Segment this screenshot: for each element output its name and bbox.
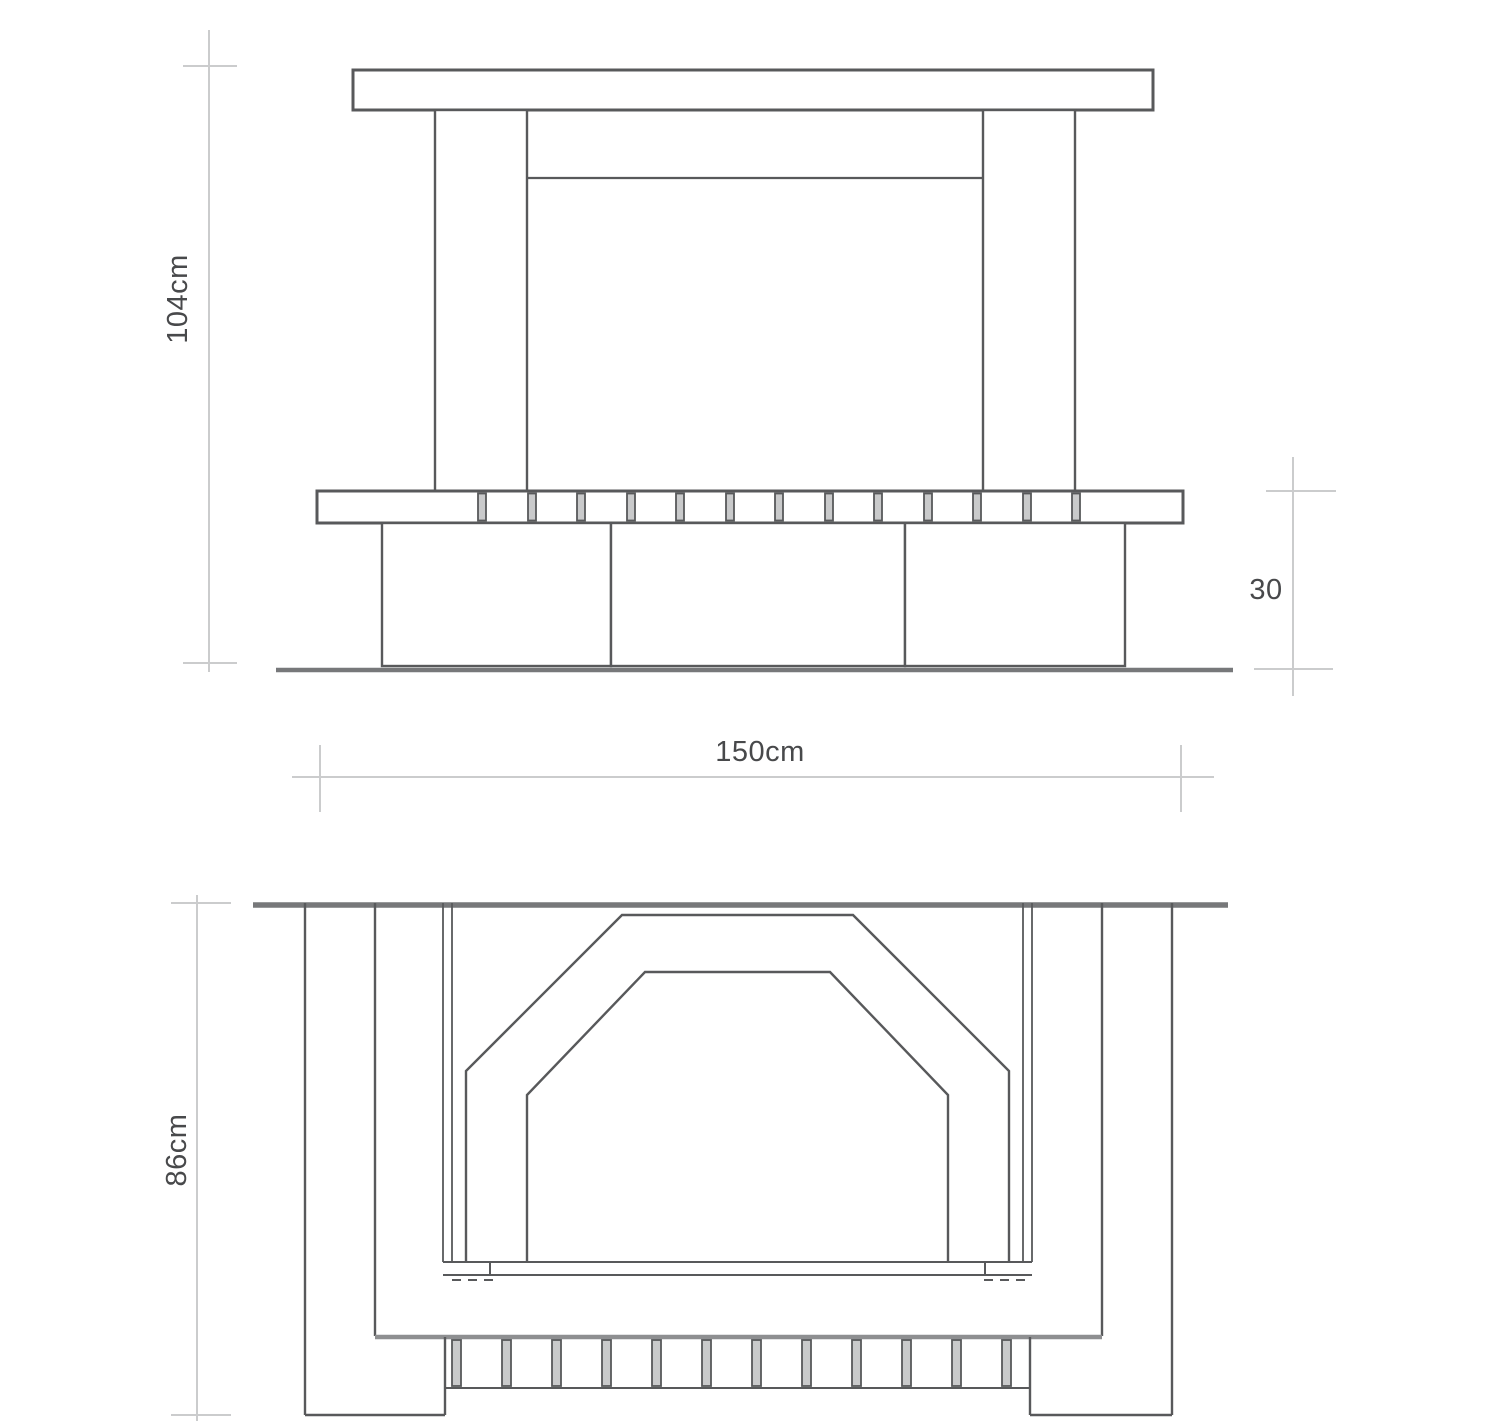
slat-joint bbox=[825, 494, 833, 521]
slat-joint bbox=[924, 494, 932, 521]
slat-joint bbox=[852, 1340, 861, 1386]
slat-joint bbox=[902, 1340, 911, 1386]
slat-joint bbox=[602, 1340, 611, 1386]
base-blocks bbox=[382, 523, 1125, 666]
slat-joint bbox=[702, 1340, 711, 1386]
front-elevation-view bbox=[183, 30, 1336, 812]
slat-joint bbox=[627, 494, 635, 521]
firebox-floor-edge bbox=[443, 1262, 1032, 1280]
outer-firebox-octagon bbox=[466, 915, 1009, 1262]
base-block-left bbox=[382, 523, 611, 666]
plan-view bbox=[171, 895, 1228, 1421]
front-width-dimension-label: 150cm bbox=[715, 736, 805, 768]
slat-joint bbox=[478, 494, 486, 521]
base-block-middle bbox=[611, 523, 905, 666]
left-column bbox=[435, 110, 527, 491]
slat-joint bbox=[676, 494, 684, 521]
slat-joint bbox=[874, 494, 882, 521]
slat-joint bbox=[577, 494, 585, 521]
plan-slat-joints bbox=[452, 1340, 1011, 1386]
slat-joint bbox=[502, 1340, 511, 1386]
slat-joint bbox=[1002, 1340, 1011, 1386]
inner-wall-lines bbox=[443, 903, 1032, 1262]
base-block-right bbox=[905, 523, 1125, 666]
slat-joint bbox=[775, 494, 783, 521]
slat-joint bbox=[1072, 494, 1080, 521]
slat-joint bbox=[552, 1340, 561, 1386]
slat-joint bbox=[528, 494, 536, 521]
mantel-shelf bbox=[353, 70, 1153, 110]
base-height-dimension-label: 30 bbox=[1249, 574, 1283, 606]
slat-joint bbox=[802, 1340, 811, 1386]
slat-joint bbox=[452, 1340, 461, 1386]
plan-depth-dimension-label: 86cm bbox=[161, 1113, 193, 1187]
slat-joint bbox=[726, 494, 734, 521]
hearth-shelf bbox=[317, 491, 1183, 523]
slat-joint bbox=[952, 1340, 961, 1386]
slat-joint bbox=[1023, 494, 1031, 521]
front-height-dimension-label: 104cm bbox=[162, 254, 194, 344]
inner-firebox-octagon bbox=[527, 972, 948, 1262]
front-leg-lines bbox=[305, 1337, 1172, 1415]
right-column bbox=[983, 110, 1075, 491]
slat-joint bbox=[752, 1340, 761, 1386]
slat-joint bbox=[652, 1340, 661, 1386]
slat-joint bbox=[973, 494, 981, 521]
